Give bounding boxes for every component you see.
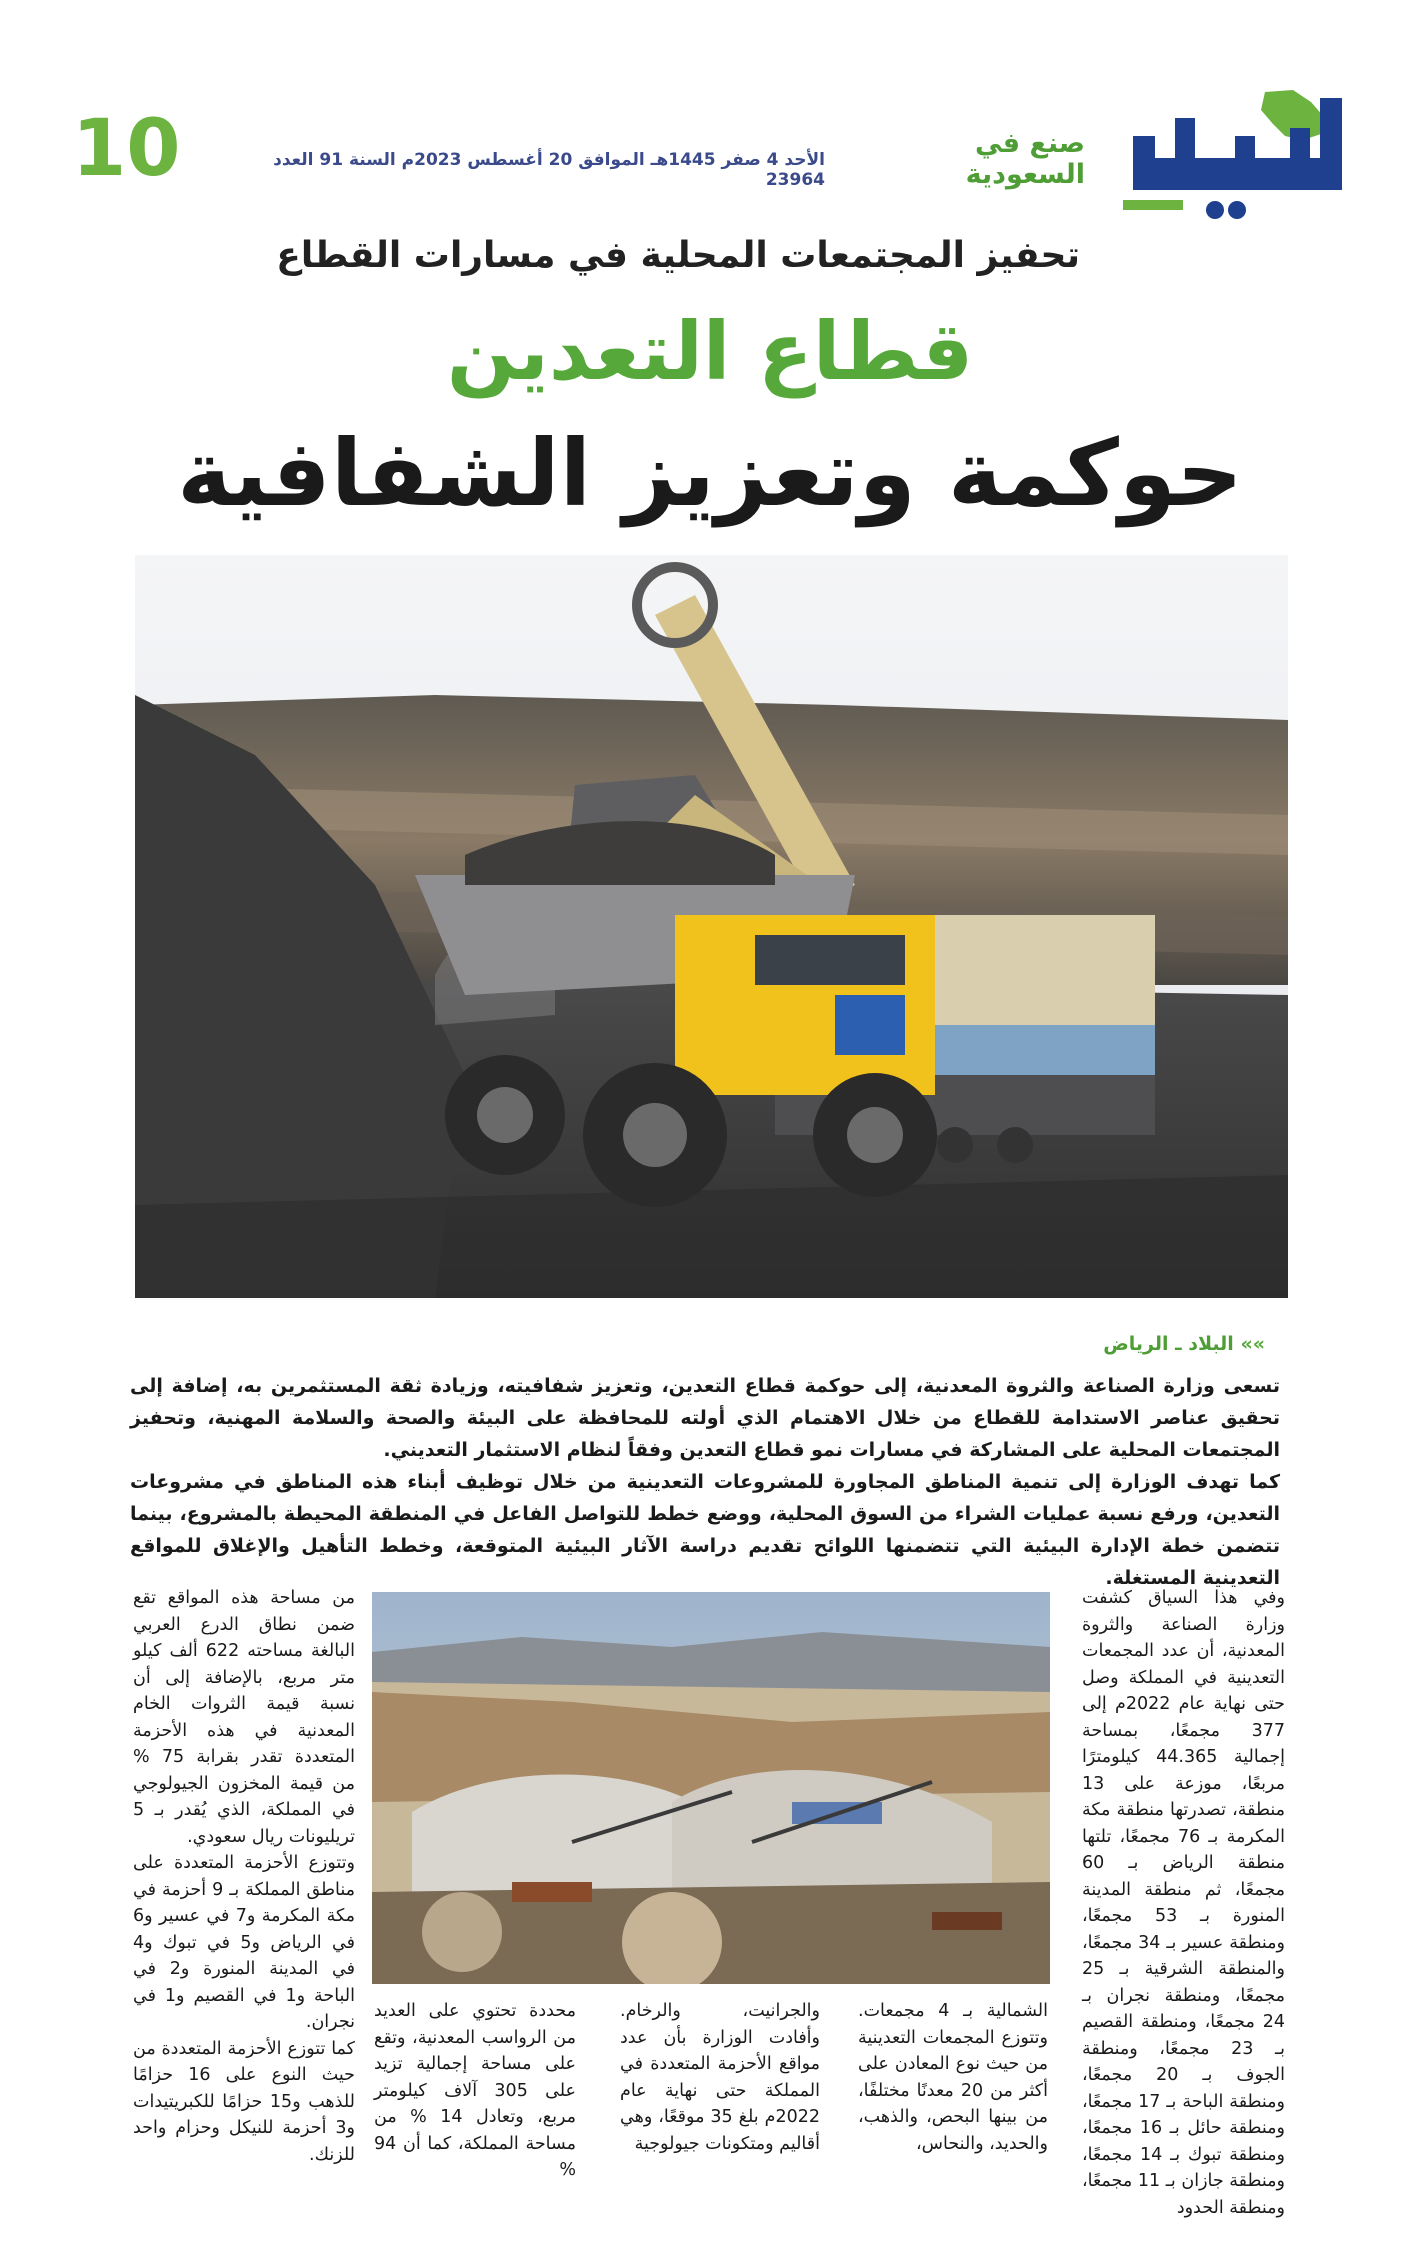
- column-bottom-1-text: الشمالية بـ 4 مجمعات. وتتوزع المجمعات التعدينية من حيث نوع المعادن على أكثر من 20 معدنًا مختلفًا، من بينها البحص، والذهب، والحديد، والنحاس،: [858, 2001, 1049, 2154]
- column-left: [133, 1585, 355, 2168]
- byline-text: البلاد ـ الرياض: [1103, 1333, 1234, 1355]
- column-left-paragraph-2: وتتوزع الأحزمة المتعددة على مناطق المملكة بـ 9 أحزمة في مكة المكرمة و7 في عسير و6 في الرياض و5 في تبوك و4 في المدينة المنورة و2 في الباحة و1 في القصيم و1 في نجران.: [133, 1853, 356, 2032]
- page-number: 10: [72, 104, 181, 194]
- dateline: الأحد 4 صفر 1445هـ الموافق 20 أغسطس 2023م السنة 91 العدد 23964: [273, 150, 825, 190]
- column-bottom-2: [620, 1998, 820, 2157]
- quarry-photo: [372, 1592, 1050, 1984]
- article-kicker: تحفيز المجتمعات المحلية في مسارات القطاع: [276, 235, 1080, 276]
- chevrons-icon: »»: [1240, 1333, 1265, 1355]
- column-bottom-3-text: محددة تحتوي على العديد من الرواسب المعدنية، وتقع على مساحة إجمالية تزيد على 305 آلاف كيلومتر مربع، وتعادل 14 % من مساحة المملكة، كما أن 94 %: [374, 2001, 577, 2180]
- byline: [1000, 1333, 1265, 1355]
- column-left-paragraph-1: من مساحة هذه المواقع تقع ضمن نطاق الدرع العربي البالغة مساحته 622 ألف كيلو متر مربع، بالإضافة إلى أن نسبة قيمة الثروات الخام المعدنية في هذه الأحزمة المتعددة تقدر بقرابة 75 % من قيمة المخزون الجيولوجي في المملكة، الذي يُقدر بـ 5 تريليونات ريال سعودي.: [133, 1588, 355, 1847]
- column-left-paragraph-3: كما تتوزع الأحزمة المتعددة من حيث النوع على 16 حزامًا للذهب و15 حزامًا للكبريتيدات و3 أحزمة للنيكل وحزام واحد للزنك.: [133, 2038, 356, 2165]
- intro-paragraph-1: تسعى وزارة الصناعة والثروة المعدنية، إلى حوكمة قطاع التعدين، وتعزيز شفافيته، وزيادة ثقة المستثمرين به، إضافة إلى تحقيق عناصر الاستدامة للقطاع من خلال الاهتمام الذي أولته للمحافظة على البيئة والصحة والسلامة المهنية، وتحفيز المجتمعات المحلية على المشاركة في مسارات نمو قطاع التعدين وفقاً لنظام الاستثمار التعديني.: [130, 1375, 1280, 1461]
- column-right: [1082, 1585, 1285, 2221]
- logo-text: البلاد: [1115, 88, 1117, 89]
- intro-text: [130, 1370, 1280, 1594]
- intro-paragraph-2: كما تهدف الوزارة إلى تنمية المناطق المجاورة للمشروعات التعدينية من خلال توظيف أبناء هذه المناطق في مشروعات التعدين، ورفع نسبة عمليات الشراء من السوق المحلية، ووضع خطط للتواصل الفاعل في المنطقة المحيطة بالمشروع، بينما تتضمن خطة الإدارة البيئية التي تتضمنها اللوائح تقديم دراسة الآثار البيئية المتوقعة، وخطط التأهيل والإغلاق للمواقع التعدينية المستغلة.: [130, 1471, 1280, 1589]
- mining-truck-photo: [135, 555, 1288, 1298]
- column-bottom-1: [858, 1998, 1048, 2157]
- article-title-green: قطاع التعدين: [446, 305, 974, 398]
- article-title-black: حوكمة وتعزيز الشفافية: [177, 420, 1243, 527]
- column-bottom-3: [374, 1998, 576, 2184]
- column-right-text: وفي هذا السياق كشفت وزارة الصناعة والثروة المعدنية، أن عدد المجمعات التعدينية في المملكة وصل حتى نهاية عام 2022م إلى 377 مجمعًا، بمساحة إجمالية 44.365 كيلومترًا مربعًا، موزعة على 13 منطقة، تصدرتها منطقة مكة المكرمة بـ 76 مجمعًا، تلتها منطقة الرياض بـ 60 مجمعًا، ثم منطقة المدينة المنورة بـ 53 مجمعًا، ومنطقة عسير بـ 34 مجمعًا، والمنطقة الشرقية بـ 25 مجمعًا، ومنطقة نجران بـ 24 مجمعًا، ومنطقة القصيم بـ 23 مجمعًا، ومنطقة الجوف بـ 20 مجمعًا، ومنطقة الباحة بـ 17 مجمعًا، ومنطقة حائل بـ 16 مجمعًا، ومنطقة تبوك بـ 14 مجمعًا، ومنطقة جازان بـ 11 مجمعًا، ومنطقة الحدود: [1082, 1588, 1286, 2218]
- tagline: صنع في السعودية: [965, 128, 1085, 190]
- column-bottom-2-text: والجرانيت، والرخام. وأفادت الوزارة بأن عدد مواقع الأحزمة المتعددة في المملكة حتى نهاية عام 2022م بلغ 35 موقعًا، وهي أقاليم ومتكونات جيولوجية: [620, 2001, 820, 2154]
- newspaper-logo: [1115, 88, 1355, 228]
